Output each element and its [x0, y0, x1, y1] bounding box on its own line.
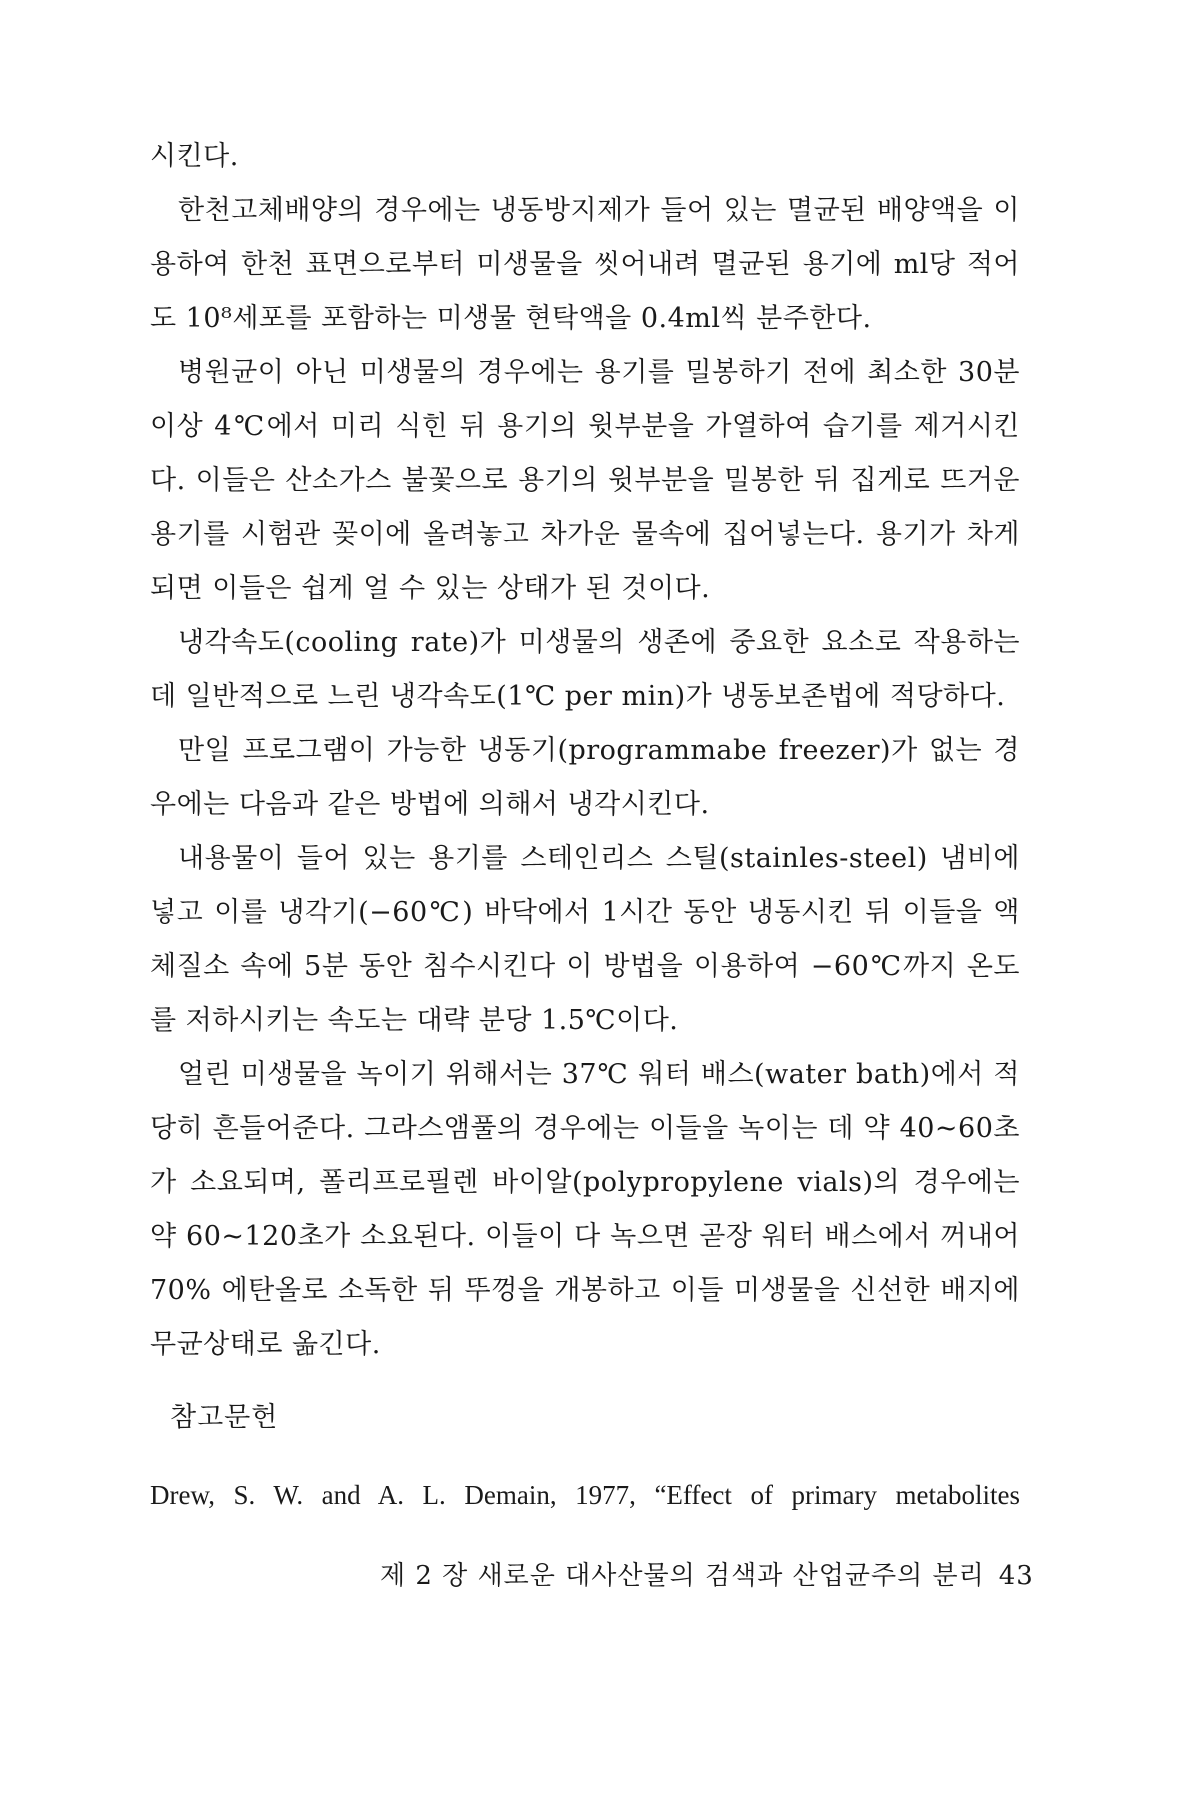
paragraph-agar-culture: 한천고체배양의 경우에는 냉동방지제가 들어 있는 멸균된 배양액을 이용하여 한천 표면으로부터 미생물을 씻어내려 멸균된 용기에 ml당 적어도 10⁸세포를 포함하는 미생물 현탁액을 0.4ml씩 분주한다. — [150, 195, 1020, 334]
paragraph-programmable-freezer: 만일 프로그램이 가능한 냉동기(programmabe freezer)가 없는 경우에는 다음과 같은 방법에 의해서 냉각시킨다. — [150, 735, 1020, 820]
footer-chapter-title: 제 2 장 새로운 대사산물의 검색과 산업균주의 분리 — [380, 1561, 985, 1591]
paragraph-continuation: 시킨다. — [150, 141, 239, 172]
paragraph-cooling-method: 내용물이 들어 있는 용기를 스테인리스 스틸(stainles-steel) 냄비에 넣고 이를 냉각기(−60℃) 바닥에서 1시간 동안 냉동시킨 뒤 이들을 액체질소 속에 5분 동안 침수시킨다 이 방법을 이용하여 −60℃까지 온도를 저하시키는 속도는 대략 분당 1.5℃이다. — [150, 843, 1020, 1036]
paragraph-cooling-rate: 냉각속도(cooling rate)가 미생물의 생존에 중요한 요소로 작용하는데 일반적으로 느린 냉각속도(1℃ per min)가 냉동보존법에 적당하다. — [150, 627, 1020, 712]
references-heading: 참고문헌 — [170, 1402, 279, 1433]
paragraph-thawing: 얼린 미생물을 녹이기 위해서는 37℃ 워터 배스(water bath)에서 적당히 흔들어준다. 그라스앰풀의 경우에는 이들을 녹이는 데 약 40~60초가 소요되며, 폴리프로필렌 바이알(polypropylene vials)의 경우에는 약 60~120초가 소요된다. 이들이 다 녹으면 곧장 워터 배스에서 꺼내어 70% 에탄올로 소독한 뒤 뚜껑을 개봉하고 이들 미생물을 신선한 배지에 무균상태로 옮긴다. — [150, 1059, 1020, 1360]
paragraph-non-pathogen: 병원균이 아닌 미생물의 경우에는 용기를 밀봉하기 전에 최소한 30분 이상 4℃에서 미리 식힌 뒤 용기의 윗부분을 가열하여 습기를 제거시킨다. 이들은 산소가스 불꽃으로 용기의 윗부분을 밀봉한 뒤 집게로 뜨거운 용기를 시험관 꽂이에 올려놓고 차가운 물속에 집어넣는다. 용기가 차게 되면 이들은 쉽게 얼 수 있는 상태가 된 것이다. — [150, 357, 1020, 604]
page-number: 43 — [998, 1561, 1034, 1591]
body-text — [150, 130, 1020, 1372]
reference-entry: Drew, S. W. and A. L. Demain, 1977, “Effect of primary metabolites — [150, 1480, 1020, 1510]
page-footer — [380, 1555, 1034, 1592]
